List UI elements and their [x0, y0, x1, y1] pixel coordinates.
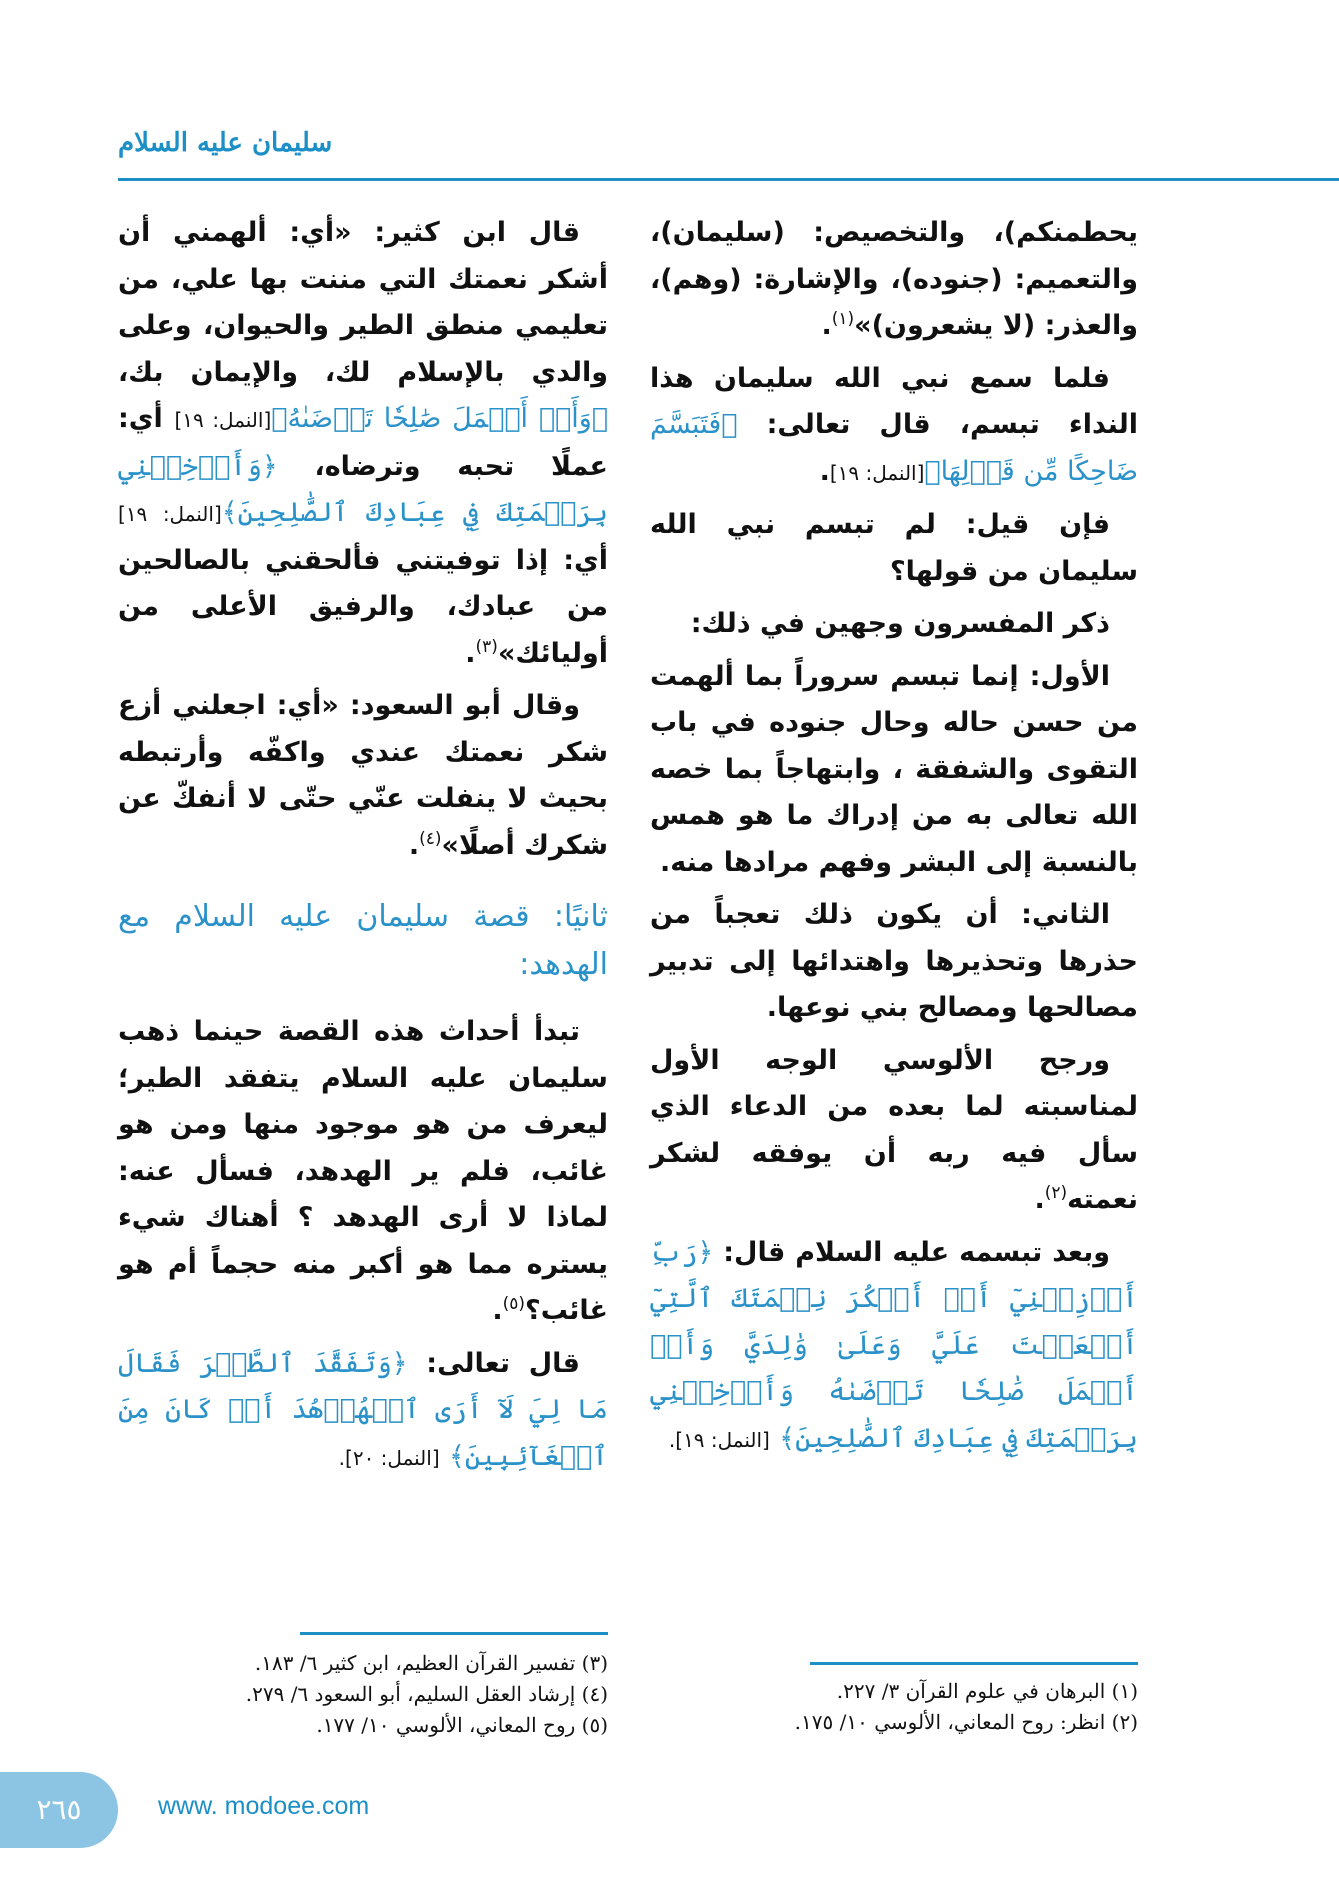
footnote-rule-left	[300, 1632, 608, 1635]
verse-reference: [النمل: ٢٠].	[338, 1445, 440, 1470]
paragraph: يحطمنكم)، والتخصيص: (سليمان)، والتعميم: (جنوده)، والإشارة: (وهم)، والعذر: (لا يشعرون)»$^{(١)}$.	[650, 217, 1138, 341]
paragraph-text: تبدأ أحداث هذه القصة حينما ذهب سليمان عليه السلام يتفقد الطير؛ ليعرف من هو موجود منها ومن هو غائب، فلم ير الهدهد، فسأل عنه: لماذا لا أرى الهدهد ؟ أهناك شيء يستره مما هو أكبر منه حجماً أم هو غائب؟	[118, 1016, 608, 1326]
verse-reference: [النمل: ١٩]	[118, 502, 222, 526]
section-heading: ثانيًا: قصة سليمان عليه السلام مع الهدهد:	[118, 899, 608, 982]
quran-verse: ﴿وَتَفَقَّدَ ٱلطَّيۡرَ فَقَالَ مَا لِيَ لَآ أَرَى ٱلۡهُدۡهُدَ أَمۡ كَانَ مِنَ ٱلۡغَآئِبِينَ﴾	[118, 1347, 608, 1472]
paragraph-text: فلما سمع نبي الله سليمان هذا النداء تبسم، قال تعالى:	[650, 362, 1138, 440]
footnote: (٤) إرشاد العقل السليم، أبو السعود ٦/ ٢٧٩.	[245, 1682, 608, 1706]
footnote: (١) البرهان في علوم القرآن ٣/ ٢٢٧.	[836, 1679, 1138, 1703]
paragraph-text: أي: إذا توفيتني فألحقني بالصالحين من عبادك، والرفيق الأعلى من أوليائك»	[118, 544, 608, 669]
quran-verse: ﴿وَأَدۡخِلۡنِي بِرَحۡمَتِكَ فِي عِبَادِكَ ٱلصَّٰلِحِينَ﴾	[118, 450, 608, 528]
footnote-ref[interactable]: (٤)	[419, 828, 442, 849]
page-number: ٢٦٥	[0, 1772, 118, 1848]
quran-verse: ﴿رَبِّ أَوۡزِعۡنِيٓ أَنۡ أَشۡكُرَ نِعۡمَتَكَ ٱلَّتِيٓ أَنۡعَمۡتَ عَلَيَّ وَعَلَىٰ وَٰلِدَيَّ وَأَنۡ أَعۡمَلَ صَٰلِحٗا تَرۡضَىٰهُ وَأَدۡخِلۡنِي بِرَحۡمَتِكَ فِي عِبَادِكَ ٱلصَّٰلِحِينَ﴾	[650, 1236, 1138, 1454]
paragraph: قال ابن كثير: «أي: ألهمني أن أشكر نعمتك التي مننت بها علي، من تعليمي منطق الطير والحيوان، وعلى والدي بالإسلام لك، والإيمان بك، ﴿وَأَنۡ أَعۡمَلَ صَٰلِحٗا تَرۡضَىٰهُ﴾[النمل: ١٩] أي: عملًا تحبه وترضاه، ﴿وَأَدۡخِلۡنِي بِرَحۡمَتِكَ فِي عِبَادِكَ ٱلصَّٰلِحِينَ﴾[النمل: ١٩] أي: إذا توفيتني فألحقني بالصالحين من عبادك، والرفيق الأعلى من أوليائك»$^{(٣)}$.	[118, 217, 608, 669]
paragraph: الثاني: أن يكون ذلك تعجباً من حذرها وتحذيرها واهتدائها إلى تدبير مصالحها ومصالح بني نوعها.	[650, 899, 1138, 1023]
left-column	[118, 210, 608, 1487]
footnote-ref[interactable]: (١)	[831, 309, 855, 329]
website-link[interactable]: www. modoee.com	[158, 1792, 370, 1820]
paragraph	[650, 1230, 1138, 1464]
footnote-ref[interactable]: (٥)	[502, 1294, 526, 1314]
paragraph-text: قال تعالى:	[426, 1347, 580, 1379]
paragraph-text: قال ابن كثير: «أي: ألهمني أن أشكر نعمتك التي مننت بها علي، من تعليمي منطق الطير والحيوان، وعلى والدي بالإسلام لك، والإيمان بك،	[118, 217, 608, 388]
paragraph: تبدأ أحداث هذه القصة حينما ذهب سليمان عليه السلام يتفقد الطير؛ ليعرف من هو موجود منها ومن هو غائب، فلم ير الهدهد، فسأل عنه: لماذا لا أرى الهدهد ؟ أهناك شيء يستره مما هو أكبر منه حجماً أم هو غائب؟$^{(٥)}$.	[118, 1016, 608, 1326]
quran-verse: ﴿وَأَنۡ أَعۡمَلَ صَٰلِحٗا تَرۡضَىٰهُ﴾	[271, 403, 608, 434]
paragraph-text: ورجح الألوسي الوجه الأول لمناسبته لما بعده من الدعاء الذي سأل فيه ربه أن يوفقه لشكر نعمته	[650, 1044, 1138, 1215]
paragraph: ذكر المفسرون وجهين في ذلك:	[690, 608, 1110, 639]
verse-reference: [النمل: ١٩]	[174, 408, 272, 432]
footnotes-left	[118, 1648, 608, 1741]
footnote-rule-right	[810, 1662, 1138, 1665]
footnote: (٣) تفسير القرآن العظيم، ابن كثير ٦/ ١٨٣.	[254, 1651, 608, 1675]
footnote: (٢) انظر: روح المعاني، الألوسي ١٠/ ١٧٥.	[794, 1710, 1138, 1734]
running-header-title: سليمان عليه السلام	[118, 128, 333, 158]
verse-reference: [النمل: ١٩]	[829, 460, 925, 485]
quran-verse: ﴿فَتَبَسَّمَ ضَاحِكًا مِّن قَوۡلِهَا﴾	[650, 409, 1138, 487]
footnote: (٥) روح المعاني، الألوسي ١٠/ ١٧٧.	[316, 1713, 608, 1737]
paragraph-text: وقال أبو السعود: «أي: اجعلني أزع شكر نعمتك عندي واكفّه وأرتبطه بحيث لا ينفلت عنّي حتّى لا أنفكّ عن شكرك أصلًا»	[118, 690, 608, 861]
footnotes-right	[650, 1676, 1138, 1738]
paragraph-text: وبعد تبسمه عليه السلام قال:	[723, 1236, 1111, 1268]
paragraph-text: أي: عملًا تحبه وترضاه،	[118, 403, 608, 482]
paragraph: فإن قيل: لم تبسم نبي الله سليمان من قولها؟	[650, 509, 1138, 587]
verse-reference: [النمل: ١٩].	[668, 1427, 770, 1452]
header-rule	[118, 178, 1339, 181]
footnote-ref[interactable]: (٣)	[475, 636, 498, 657]
paragraph-text: يحطمنكم)، والتخصيص: (سليمان)، والتعميم: (جنوده)، والإشارة: (وهم)، والعذر: (لا يشعرون)»	[650, 217, 1138, 341]
paragraph: فلما سمع نبي الله سليمان هذا النداء تبسم، قال تعالى: ﴿فَتَبَسَّمَ ضَاحِكًا مِّن قَوۡلِهَا﴾[النمل: ١٩].	[650, 362, 1138, 487]
paragraph: الأول: إنما تبسم سروراً بما ألهمت من حسن حاله وحال جنوده في باب التقوى والشفقة ، وابتهاجاً بما خصه الله تعالى به من إدراك ما هو همس بالنسبة إلى البشر وفهم مرادها منه.	[650, 660, 1138, 878]
paragraph: وقال أبو السعود: «أي: اجعلني أزع شكر نعمتك عندي واكفّه وأرتبطه بحيث لا ينفلت عنّي حتّى لا أنفكّ عن شكرك أصلًا»$^{(٤)}$.	[118, 690, 608, 861]
paragraph	[118, 1341, 608, 1482]
right-column	[650, 210, 1138, 1469]
footnote-ref[interactable]: (٢)	[1044, 1183, 1068, 1203]
paragraph: ورجح الألوسي الوجه الأول لمناسبته لما بعده من الدعاء الذي سأل فيه ربه أن يوفقه لشكر نعمته$^{(٢)}$.	[650, 1044, 1138, 1215]
